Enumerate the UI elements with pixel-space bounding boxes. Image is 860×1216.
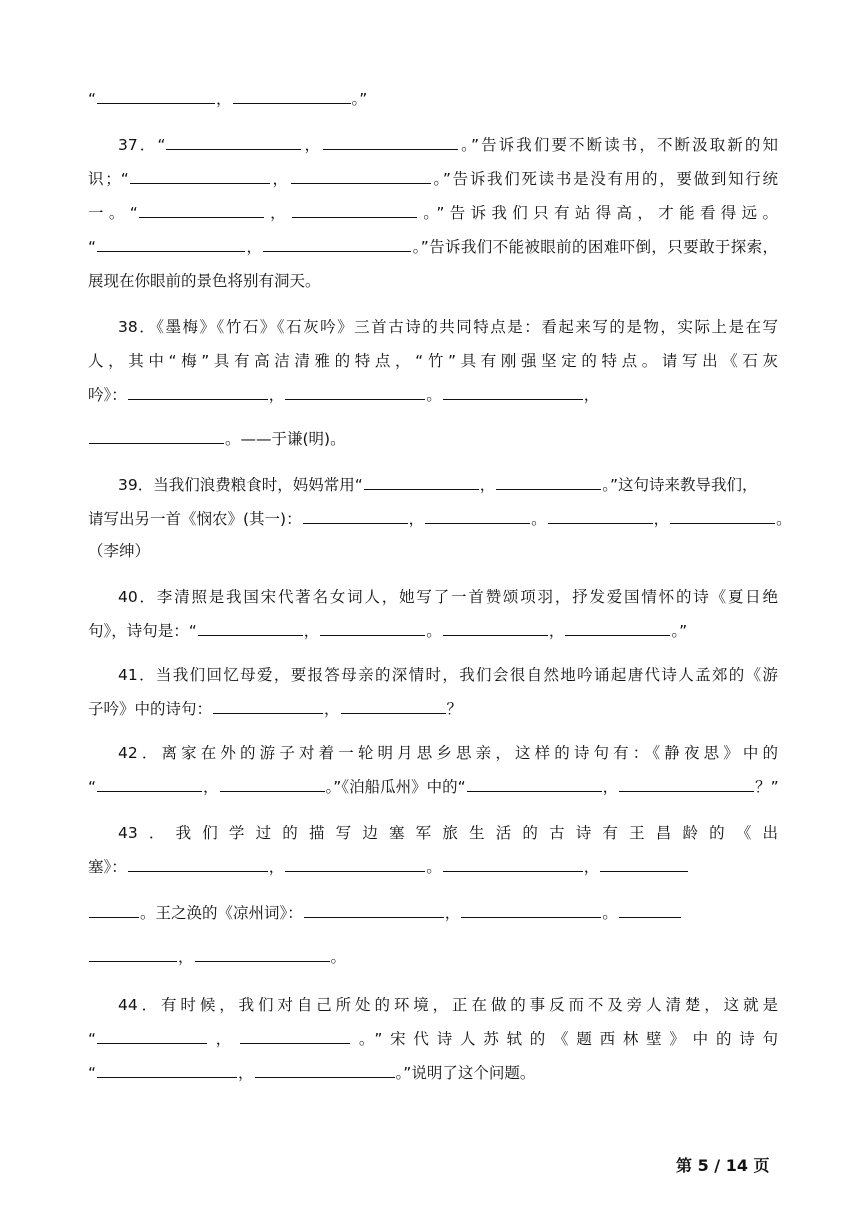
answer-blank[interactable] [97,236,245,252]
question-39-line-2: 请写出另一首《悯农》(其一)： ， 。 ， 。 [88,510,792,528]
q36-continuation: “ ， 。” [88,90,368,108]
answer-blank[interactable] [139,202,264,218]
answer-blank[interactable] [89,902,139,918]
answer-blank[interactable] [670,508,775,524]
answer-blank[interactable] [619,776,754,792]
question-43-line-4: ， 。 [88,946,778,968]
answer-blank[interactable] [128,384,268,400]
answer-blank[interactable] [97,1028,207,1044]
question-38-line-4: 。——于谦(明)。 [88,428,778,450]
answer-blank[interactable] [320,620,425,636]
answer-blank[interactable] [304,902,444,918]
answer-blank[interactable] [97,1062,237,1078]
answer-blank[interactable] [240,1028,350,1044]
answer-blank[interactable] [443,856,583,872]
answer-blank[interactable] [285,384,425,400]
answer-blank[interactable] [285,856,425,872]
answer-blank[interactable] [128,856,268,872]
answer-blank[interactable] [233,88,351,104]
question-43-line-1: 43．我们学过的描写边塞军旅生活的古诗有王昌龄的《出 [118,824,778,842]
answer-blank[interactable] [89,428,224,444]
answer-blank[interactable] [619,902,681,918]
answer-blank[interactable] [323,134,458,150]
question-44-line-2: “ ， 。”宋代诗人苏轼的《题西林壁》中的诗句 [88,1030,778,1048]
question-43-line-3: 。王之涣的《凉州词》： ， 。 [88,902,778,924]
answer-blank[interactable] [461,902,601,918]
question-39-line-1: 39．当我们浪费粮食时，妈妈常用“ ， 。”这句诗来教导我们， [118,476,758,494]
answer-blank[interactable] [195,946,330,962]
answer-blank[interactable] [467,776,602,792]
question-40-line-2: 句》，诗句是：“ ， 。 ， 。” [88,622,688,640]
answer-blank[interactable] [291,168,431,184]
answer-blank[interactable] [443,384,583,400]
question-44-line-1: 44．有时候，我们对自己所处的环境，正在做的事反而不及旁人清楚，这就是 [118,996,778,1014]
question-39-line-3: （李绅） [88,542,151,560]
question-38-line-3: 吟》： ， 。 ， [88,386,600,404]
question-40-line-1: 40．李清照是我国宋代著名女词人，她写了一首赞颂项羽，抒发爱国情怀的诗《夏日绝 [118,588,778,606]
answer-blank[interactable] [425,508,530,524]
question-37-line-4: “ ， 。”告诉我们不能被眼前的困难吓倒，只要敢于探索， [88,238,778,256]
answer-blank[interactable] [255,1062,395,1078]
question-37-line-5: 展现在你眼前的景色将别有洞天。 [88,272,321,290]
answer-blank[interactable] [443,620,548,636]
answer-blank[interactable] [166,134,301,150]
answer-blank[interactable] [220,776,325,792]
question-37-line-2: 识；“ ， 。”告诉我们死读书是没有用的，要做到知行统 [88,170,778,188]
question-37-line-3: 一。“ ， 。”告诉我们只有站得高，才能看得远。 [88,204,778,222]
question-42-line-2: “ ， 。”《泊船瓜州》中的“ ， ？” [88,778,779,796]
answer-blank[interactable] [565,620,670,636]
question-41-line-1: 41．当我们回忆母爱，要报答母亲的深情时，我们会很自然地吟诵起唐代诗人孟郊的《游 [118,666,778,684]
answer-blank[interactable] [303,508,408,524]
answer-blank[interactable] [292,202,417,218]
answer-blank[interactable] [263,236,411,252]
question-43-line-2: 塞》： ， 。 ， [88,856,778,878]
question-44-line-3: “ ， 。”说明了这个问题。 [88,1064,536,1082]
answer-blank[interactable] [213,698,323,714]
page-number: 第 5 / 14 页 [676,1156,770,1175]
answer-blank[interactable] [97,776,202,792]
answer-blank[interactable] [341,698,446,714]
answer-blank[interactable] [130,168,270,184]
question-37-line-1: 37．“ ， 。”告诉我们要不断读书，不断汲取新的知 [118,136,778,154]
answer-blank[interactable] [600,856,688,872]
answer-blank[interactable] [496,474,601,490]
question-41-line-2: 子吟》中的诗句： ， ？ [88,700,463,718]
answer-blank[interactable] [97,88,215,104]
answer-blank[interactable] [364,474,479,490]
answer-blank[interactable] [198,620,303,636]
answer-blank[interactable] [548,508,653,524]
question-38-line-1: 38．《墨梅》《竹石》《石灰吟》三首古诗的共同特点是：看起来写的是物，实际上是在写 [118,318,778,336]
question-42-line-1: 42．离家在外的游子对着一轮明月思乡思亲，这样的诗句有：《静夜思》中的 [118,744,778,762]
question-38-line-2: 人，其中“梅”具有高洁清雅的特点，“竹”具有刚强坚定的特点。请写出《石灰 [88,352,778,370]
answer-blank[interactable] [89,946,177,962]
